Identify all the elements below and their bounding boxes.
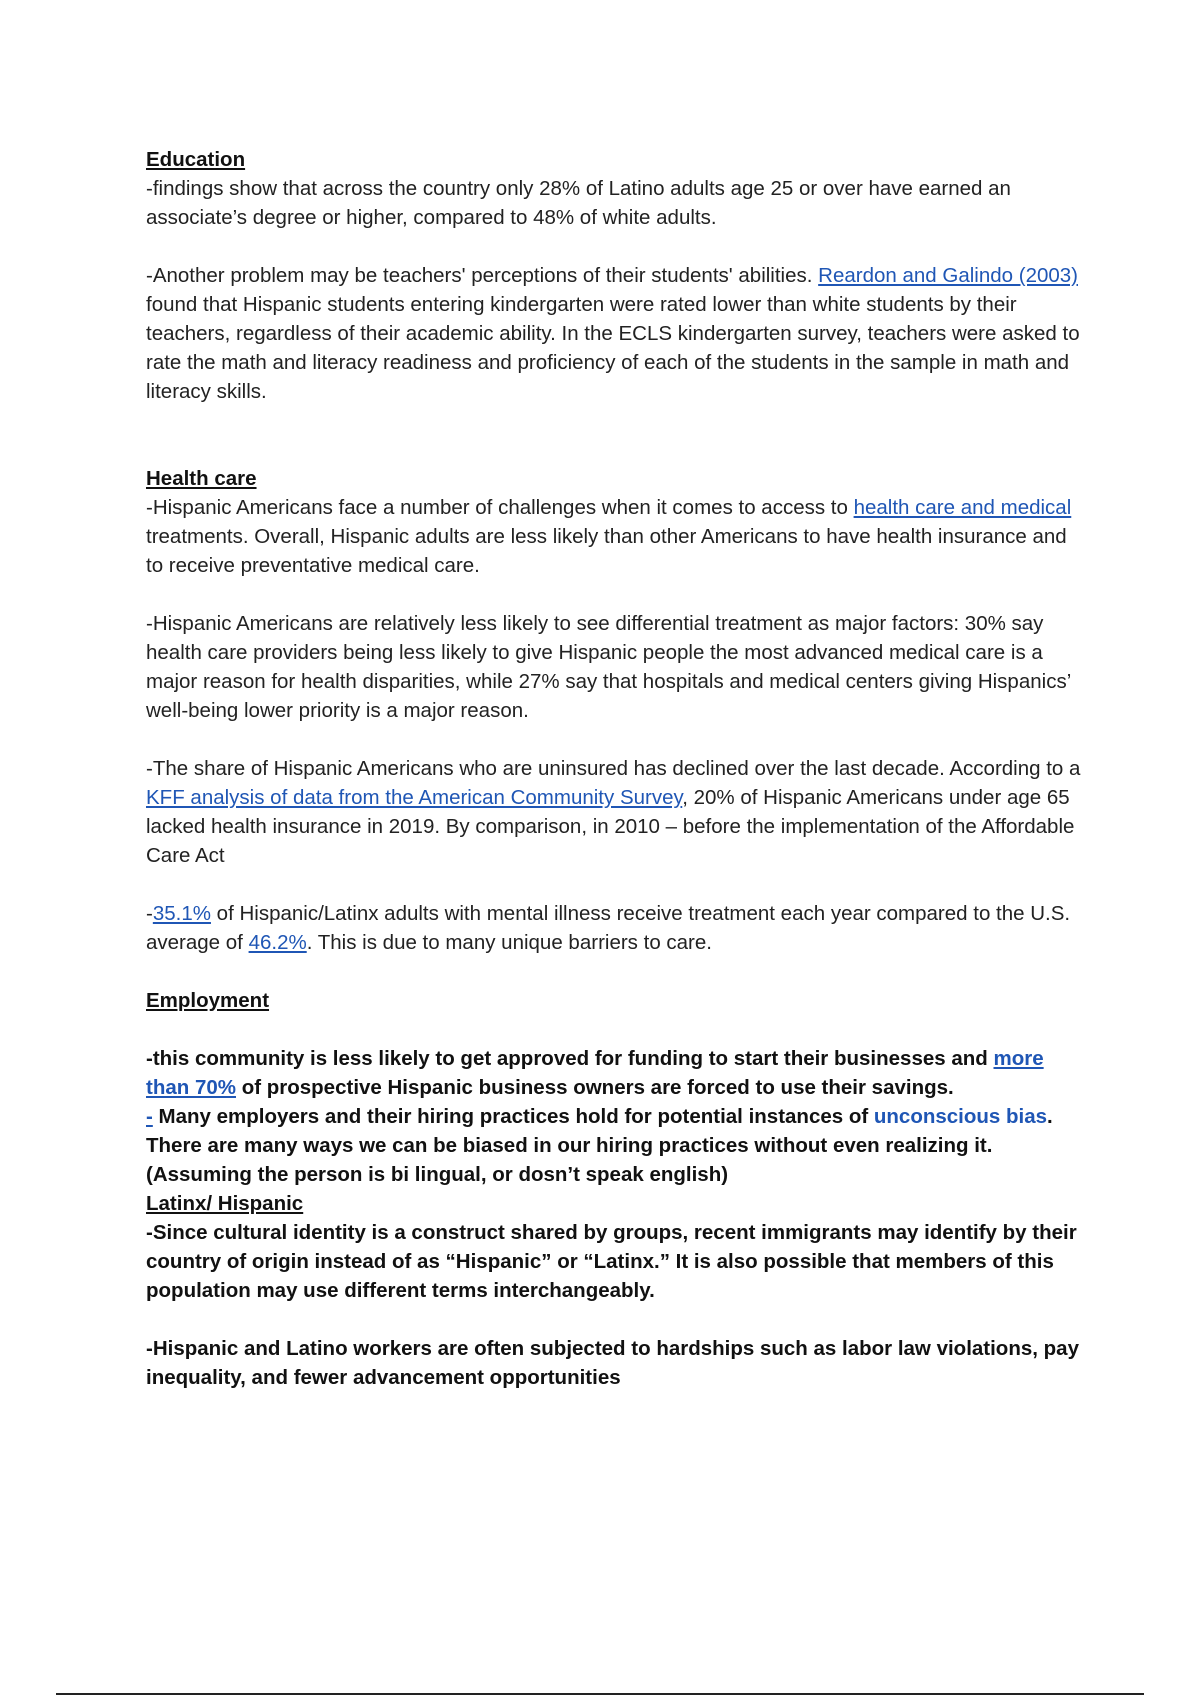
latinx-hispanic-heading: Latinx/ Hispanic — [146, 1192, 304, 1215]
text-run: Many employers and their hiring practices hold for potential instances of — [152, 1105, 874, 1128]
health-care-heading: Health care — [146, 467, 257, 490]
latinx-paragraph-2: -Hispanic and Latino workers are often subjected to hardships such as labor law violations, pay inequality, and fewer advancement opportunities — [146, 1337, 1079, 1389]
text-run: . This is due to many unique barriers to care. — [306, 931, 712, 954]
text-run: , 20% of Hispanic Americans under age 65 lacked health insurance in 2019. By comparison, in 2010 – before the implementation of the Affordable Care Act — [146, 786, 1075, 867]
percent-35-link[interactable]: 35.1% — [152, 902, 211, 925]
health-paragraph-2: -Hispanic Americans are relatively less likely to see differential treatment as major factors: 30% say health care providers being less likely to give Hispanic people the most advanced medical care is a major reason for health disparities, while 27% say that hospitals and medical centers giving Hispanics’ well-being lower priority is a major reason. — [146, 612, 1071, 722]
spacer — [146, 406, 1086, 464]
text-run: - — [146, 902, 153, 925]
spacer — [146, 580, 1086, 609]
employment-heading: Employment — [146, 989, 270, 1012]
page-bottom-rule — [56, 1693, 1144, 1695]
unconscious-bias-link[interactable]: unconscious bias — [873, 1105, 1048, 1128]
education-paragraph-2 — [146, 261, 1086, 406]
latinx-paragraph-1: -Since cultural identity is a construct shared by groups, recent immigrants may identify by their country of origin instead of as “Hispanic” or “Latinx.” It is also possible that members of this population may use different terms interchangeably. — [146, 1221, 1077, 1302]
text-run: treatments. Overall, Hispanic adults are less likely than other Americans to have health insurance and to receive preventative medical care. — [146, 525, 1067, 577]
text-run: of prospective Hispanic business owners are forced to use their savings. — [236, 1076, 954, 1099]
text-run: . There are many ways we can be biased in our hiring practices without even realizing it. (Assuming the person is bi lingual, or dosn’t speak english) — [146, 1105, 1053, 1186]
more-than-70-link[interactable]: more than 70% — [146, 1047, 1044, 1099]
spacer — [146, 870, 1086, 899]
health-paragraph-4 — [146, 899, 1086, 957]
document-body — [146, 145, 1086, 1392]
health-paragraph-3 — [146, 754, 1086, 870]
spacer — [146, 1305, 1086, 1334]
text-run: -Hispanic Americans face a number of challenges when it comes to access to — [146, 496, 854, 519]
text-run: -this community is less likely to get approved for funding to start their businesses and — [146, 1047, 994, 1070]
spacer — [146, 232, 1086, 261]
spacer — [146, 957, 1086, 986]
education-paragraph-1: -findings show that across the country only 28% of Latino adults age 25 or over have earned an associate’s degree or higher, compared to 48% of white adults. — [146, 177, 1011, 229]
spacer — [146, 1015, 1086, 1044]
dash-link[interactable]: - — [146, 1105, 153, 1128]
reardon-galindo-link[interactable]: Reardon and Galindo (2003) — [818, 264, 1078, 287]
text-run: found that Hispanic students entering kindergarten were rated lower than white students by their teachers, regardless of their academic ability. In the ECLS kindergarten survey, teachers were asked to rate the math and literacy readiness and proficiency of each of the students in the sample in math and literacy skills. — [146, 293, 1080, 403]
health-care-medical-link[interactable]: health care and medical — [853, 496, 1072, 519]
text-run: of Hispanic/Latinx adults with mental illness receive treatment each year compared to the U.S. average of — [146, 902, 1071, 954]
education-heading: Education — [146, 148, 246, 171]
text-run: -Another problem may be teachers' perceptions of their students' abilities. — [146, 264, 819, 287]
spacer — [146, 725, 1086, 754]
health-paragraph-1 — [146, 493, 1086, 580]
employment-paragraph-2 — [146, 1102, 1086, 1189]
employment-paragraph-1 — [146, 1044, 1086, 1102]
percent-46-link[interactable]: 46.2% — [248, 931, 307, 954]
kff-analysis-link[interactable]: KFF analysis of data from the American Community Survey — [146, 786, 683, 809]
text-run: -The share of Hispanic Americans who are uninsured has declined over the last decade. According to a — [146, 757, 1081, 780]
